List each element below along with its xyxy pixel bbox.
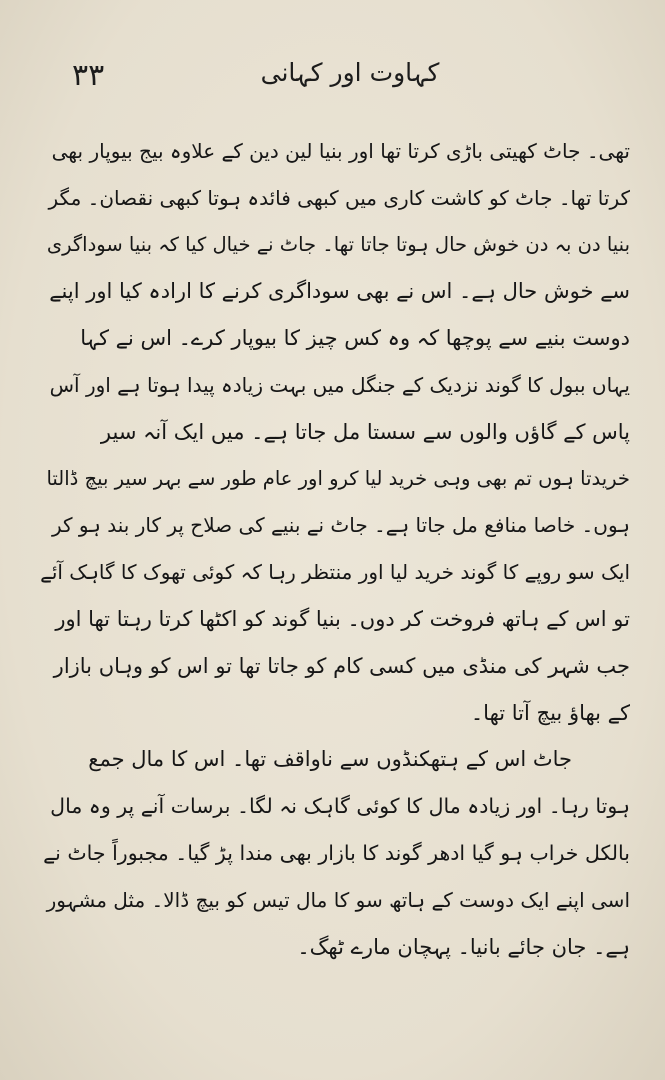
text-line: ہے۔ جان جائے بانیا۔ پہچان مارے ٹھگ۔ xyxy=(297,934,630,959)
page-header xyxy=(50,58,605,108)
page-number: ۳۳ xyxy=(72,58,105,93)
text-line: تو اس کے ہاتھ فروخت کر دوں۔ بنیا گوند کو اکٹھا کرتا رہتا تھا اور xyxy=(55,606,630,631)
running-title: کہاوت اور کہانی xyxy=(260,58,440,87)
text-line: خریدتا ہوں تم بھی وہی خرید لیا کرو اور عام طور سے بہر سیر بیچ ڈالتا xyxy=(46,466,630,490)
text-line: سے خوش حال ہے۔ اس نے بھی سوداگری کرنے کا ارادہ کیا اور اپنے xyxy=(49,279,630,304)
text-line: ہوں۔ خاصا منافع مل جاتا ہے۔ جاٹ نے بنیے کی صلاح پر کار بند ہو کر xyxy=(51,513,630,538)
text-line: یہاں ببول کا گوند نزدیک کے جنگل میں بہت زیادہ پیدا ہوتا ہے اور آس xyxy=(49,372,630,397)
paragraph xyxy=(40,128,630,736)
text-line: جاٹ اس کے ہتھکنڈوں سے ناواقف تھا۔ اس کا مال جمع xyxy=(88,747,572,772)
text-line: بنیا دن بہ دن خوش حال ہوتا جاتا تھا۔ جاٹ نے خیال کیا کہ بنیا سوداگری xyxy=(46,232,630,256)
text-line: ہوتا رہا۔ اور زیادہ مال کا کوئی گاہک نہ لگا۔ برسات آنے پر وہ مال xyxy=(50,794,630,819)
text-line: جب شہر کی منڈی میں کسی کام کو جاتا تھا تو اس کو وہاں بازار xyxy=(53,653,630,678)
text-line: اسی اپنے ایک دوست کے ہاتھ سو کا مال تیس کو بیچ ڈالا۔ مثل مشہور xyxy=(46,887,630,912)
text-line: دوست بنیے سے پوچھا کہ وہ کس چیز کا بیوپار کرے۔ اس نے کہا xyxy=(80,326,630,351)
body-text xyxy=(40,128,630,970)
text-line: ایک سو روپے کا گوند خرید لیا اور منتظر رہا کہ کوئی تھوک کا گاہک آئے xyxy=(40,560,630,585)
text-line: تھی۔ جاٹ کھیتی باڑی کرتا تھا اور بنیا لین دین کے علاوہ بیج بیوپار بھی xyxy=(51,139,630,163)
paragraph xyxy=(40,736,630,970)
text-line: کرتا تھا۔ جاٹ کو کاشت کاری میں کبھی فائدہ ہوتا کبھی نقصان۔ مگر xyxy=(48,185,630,210)
text-line: پاس کے گاؤں والوں سے سستا مل جاتا ہے۔ میں ایک آنہ سیر xyxy=(100,419,630,444)
text-line: بالکل خراب ہو گیا ادھر گوند کا بازار بھی مندا پڑ گیا۔ مجبوراً جاٹ نے xyxy=(43,840,630,865)
text-line: کے بھاؤ بیچ آتا تھا۔ xyxy=(470,700,630,725)
